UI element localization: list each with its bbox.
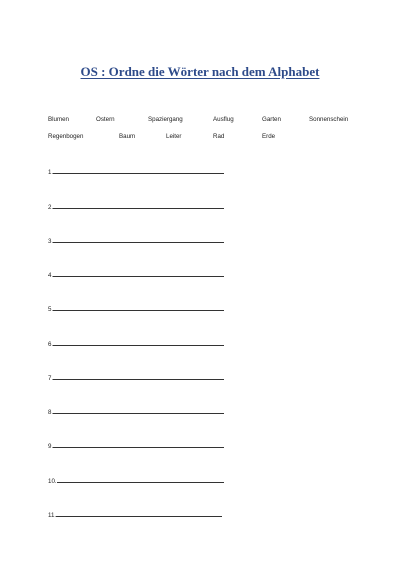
- answer-line[interactable]: [48, 271, 224, 279]
- answer-line[interactable]: [48, 408, 224, 416]
- answer-blank[interactable]: [53, 203, 224, 209]
- answer-blank[interactable]: [53, 408, 224, 414]
- word-bank-item: Spaziergang: [148, 116, 183, 123]
- word-bank-item: Baum: [119, 133, 136, 140]
- worksheet-title-text: OS : Ordne die Wörter nach dem Alphabet: [80, 64, 320, 79]
- answer-blank[interactable]: [53, 374, 224, 380]
- word-bank-item: Sonnenschein: [309, 116, 349, 123]
- word-bank-item: Erde: [262, 133, 276, 140]
- answer-line-number: 8.: [48, 409, 54, 416]
- answer-line[interactable]: [48, 477, 224, 485]
- answer-line[interactable]: [48, 203, 224, 211]
- answer-blank[interactable]: [56, 511, 222, 517]
- worksheet-title: [0, 64, 400, 80]
- answer-blank[interactable]: [57, 477, 224, 483]
- word-bank-item: Ostern: [96, 116, 115, 123]
- answer-line-number: 5.: [48, 306, 54, 313]
- answer-line[interactable]: [48, 442, 224, 450]
- answer-line[interactable]: [48, 168, 224, 176]
- answer-blank[interactable]: [53, 271, 224, 277]
- answer-line[interactable]: [48, 237, 224, 245]
- word-bank-item: Ausflug: [213, 116, 234, 123]
- answer-blank[interactable]: [53, 340, 224, 346]
- answer-blank[interactable]: [53, 442, 224, 448]
- word-bank-item: Leiter: [166, 133, 182, 140]
- answer-line-number: 2.: [48, 204, 54, 211]
- answer-line[interactable]: [48, 511, 222, 519]
- word-bank-item: Blumen: [48, 116, 69, 123]
- word-bank-item: Garten: [262, 116, 281, 123]
- word-bank-item: Rad: [213, 133, 225, 140]
- answer-line-number: 3.: [48, 238, 54, 245]
- answer-blank[interactable]: [53, 305, 224, 311]
- answer-line-number: 4.: [48, 272, 54, 279]
- word-bank-item: Regenbogen: [48, 133, 84, 140]
- answer-line-number: 1.: [48, 169, 54, 176]
- answer-line-number: 11.: [48, 512, 57, 519]
- answer-line-number: 9.: [48, 443, 54, 450]
- answer-line-number: 6.: [48, 341, 54, 348]
- answer-line[interactable]: [48, 340, 224, 348]
- answer-line-number: 7.: [48, 375, 54, 382]
- answer-blank[interactable]: [53, 237, 224, 243]
- answer-line-number: 10.: [48, 478, 57, 485]
- answer-line[interactable]: [48, 374, 224, 382]
- answer-line[interactable]: [48, 305, 224, 313]
- answer-blank[interactable]: [53, 168, 224, 174]
